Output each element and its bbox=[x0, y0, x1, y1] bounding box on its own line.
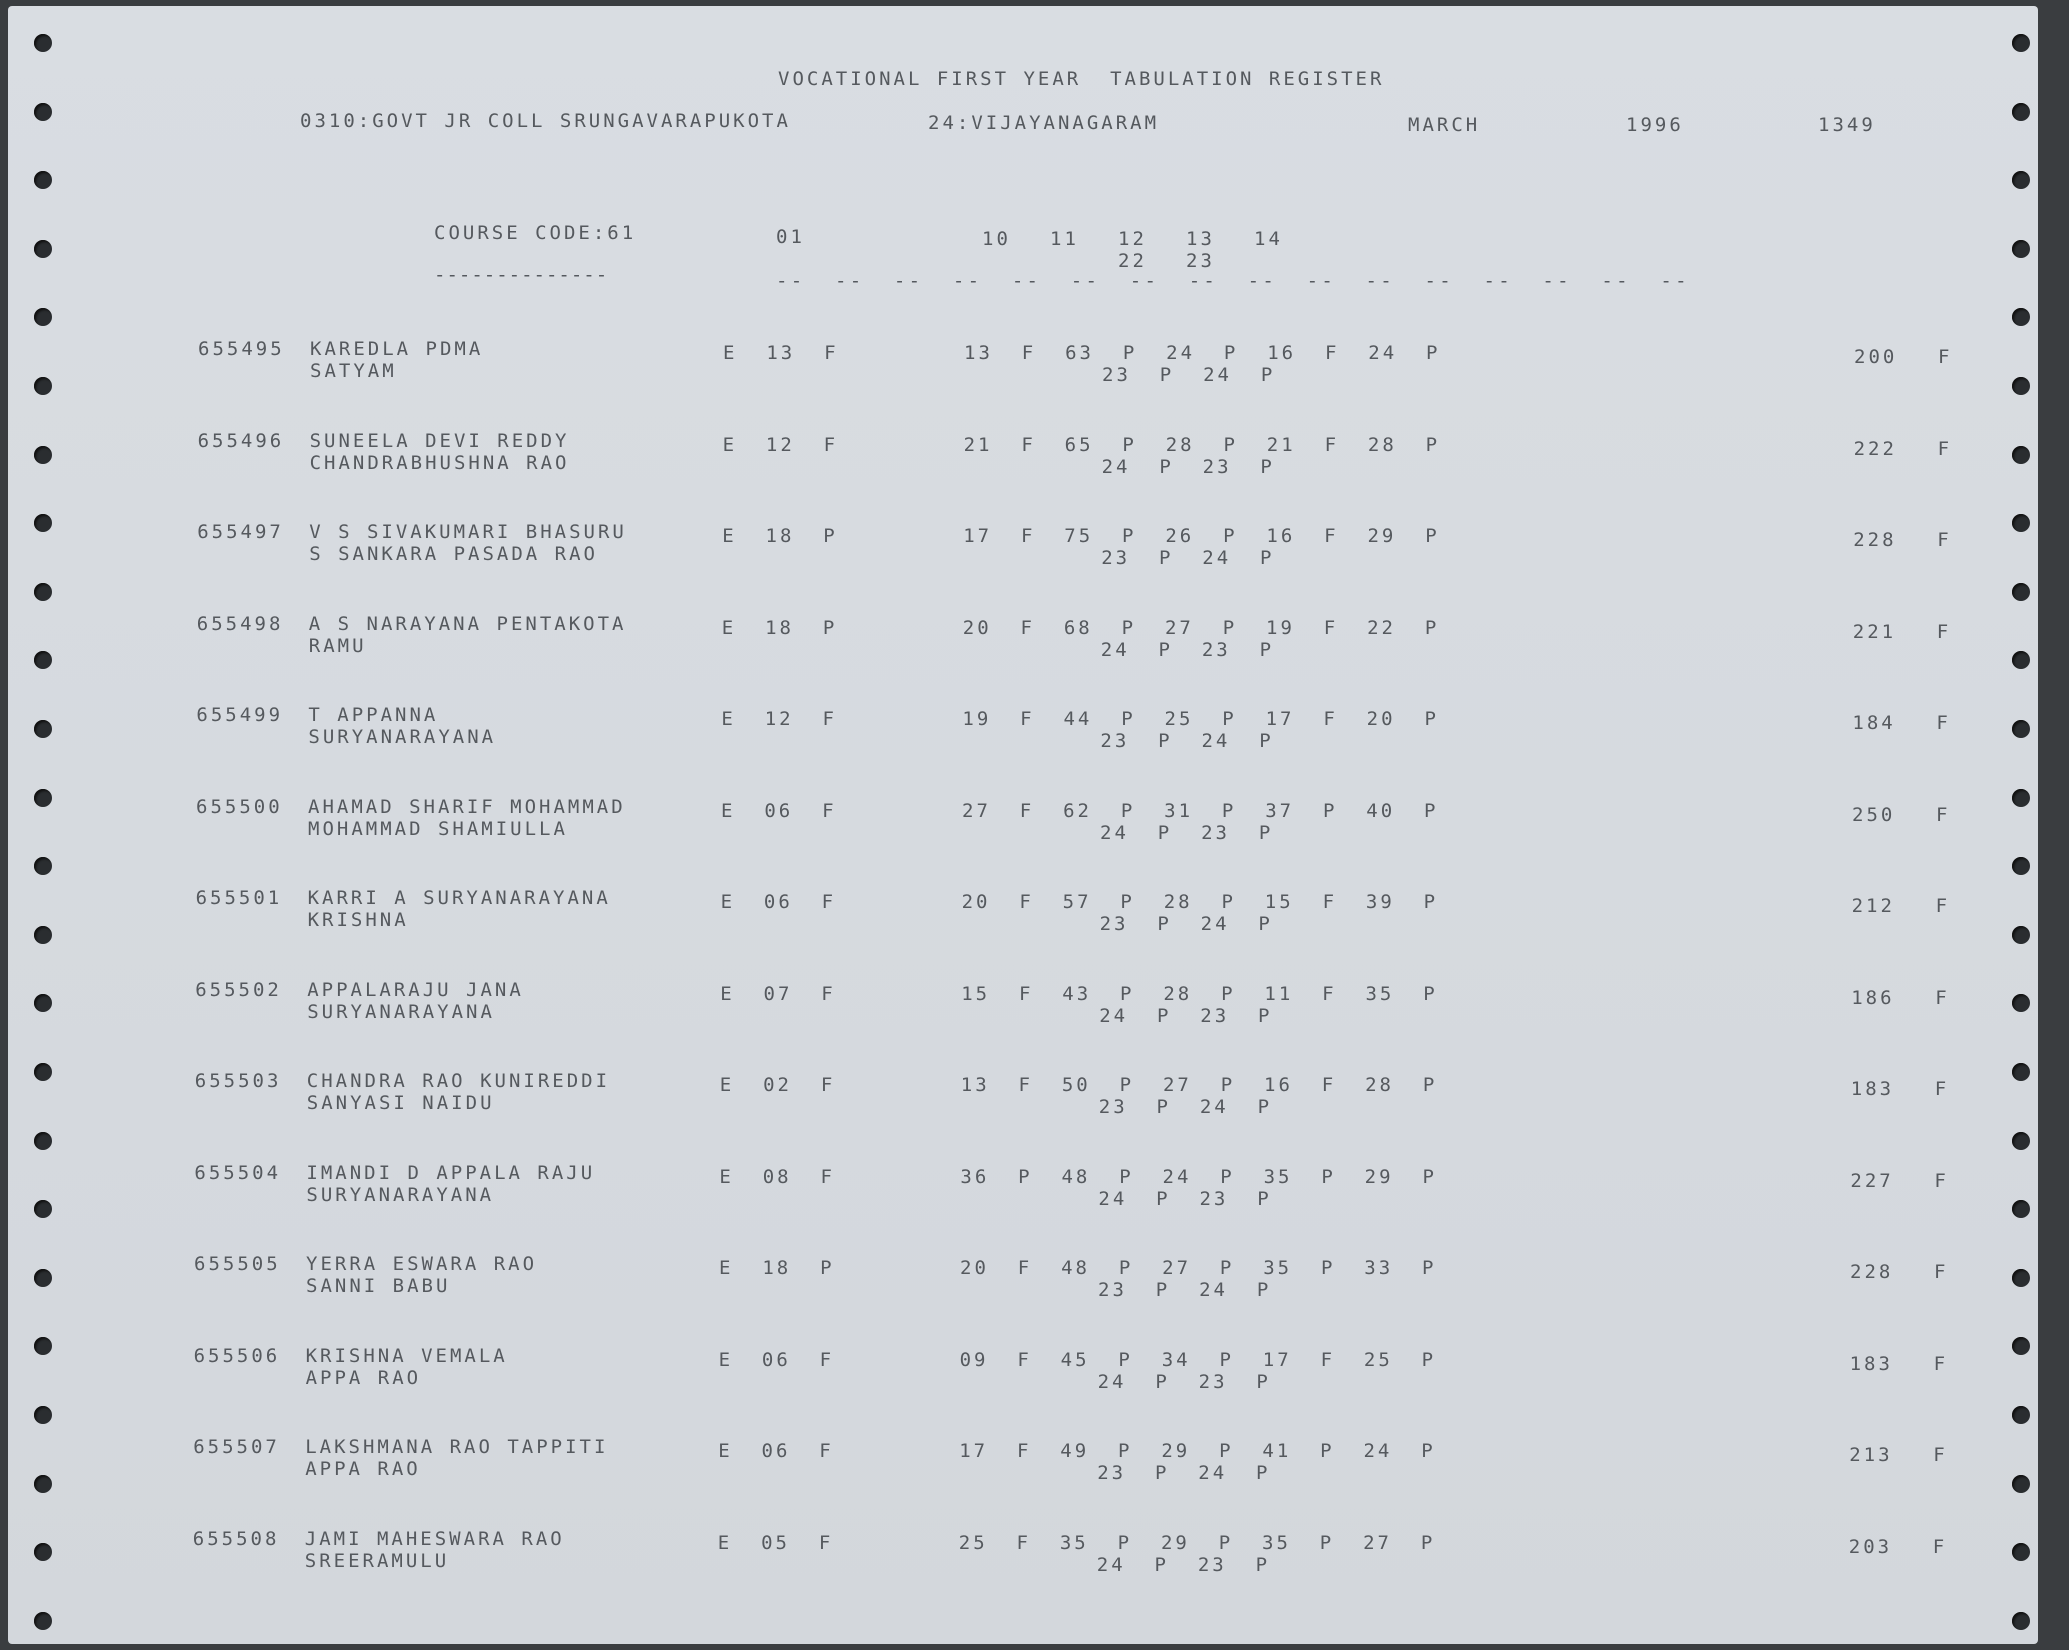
right-feed-hole bbox=[2012, 1612, 2030, 1630]
result: F bbox=[1933, 1444, 1948, 1466]
right-feed-hole bbox=[2012, 1063, 2030, 1081]
left-feed-hole bbox=[34, 1063, 52, 1081]
left-feed-hole bbox=[34, 1475, 52, 1493]
left-feed-hole bbox=[34, 34, 52, 52]
total-marks: 213 bbox=[1849, 1444, 1893, 1466]
parent-name: SANNI BABU bbox=[306, 1275, 451, 1297]
marks-part-1: E 08 F bbox=[719, 1165, 835, 1188]
parent-name: SURYANARAYANA bbox=[307, 1000, 495, 1023]
marks-part-1: E 06 F bbox=[718, 1440, 834, 1462]
student-id: 655505 bbox=[194, 1253, 281, 1275]
parent-name: SURYANARAYANA bbox=[308, 726, 497, 748]
marks-part-3: 24 P 23 P bbox=[1098, 1187, 1272, 1210]
exam-year: 1996 bbox=[1626, 114, 1684, 136]
left-feed-hole bbox=[34, 377, 52, 395]
right-feed-hole bbox=[2012, 1475, 2030, 1493]
student-name: CHANDRA RAO KUNIREDDI bbox=[306, 1070, 611, 1092]
column-10: 10 bbox=[982, 228, 1011, 250]
marks-part-3: 24 P 23 P bbox=[1096, 1553, 1271, 1576]
result: F bbox=[1936, 712, 1951, 734]
marks-part-3: 24 P 23 P bbox=[1099, 1004, 1273, 1027]
marks-part-2: 27 F 62 P 31 P 37 P 40 P bbox=[962, 799, 1439, 822]
left-feed-hole bbox=[34, 1269, 52, 1287]
marks-part-3: 23 P 24 P bbox=[1097, 1462, 1271, 1484]
student-name: APPALARAJU JANA bbox=[307, 978, 524, 1001]
left-feed-hole bbox=[34, 926, 52, 944]
marks-part-3: 24 P 23 P bbox=[1100, 821, 1274, 844]
parent-name: S SANKARA PASADA RAO bbox=[309, 543, 598, 565]
marks-part-2: 25 F 35 P 29 P 35 P 27 P bbox=[958, 1531, 1436, 1554]
student-id: 655501 bbox=[195, 887, 283, 909]
register-title: VOCATIONAL FIRST YEAR TABULATION REGISTER bbox=[778, 68, 1385, 90]
student-id: 655497 bbox=[197, 521, 284, 543]
student-name: LAKSHMANA RAO TAPPITI bbox=[305, 1436, 609, 1458]
result: F bbox=[1935, 895, 1951, 917]
result: F bbox=[1934, 1078, 1950, 1100]
marks-part-3: 24 P 23 P bbox=[1101, 455, 1275, 478]
district-name: 24:VIJAYANAGARAM bbox=[928, 112, 1160, 134]
right-feed-hole bbox=[2012, 651, 2030, 669]
student-id: 655502 bbox=[195, 978, 282, 1001]
student-id: 655499 bbox=[196, 704, 284, 726]
left-feed-hole bbox=[34, 1543, 52, 1561]
column-13: 13 bbox=[1186, 228, 1215, 250]
marks-part-1: E 18 P bbox=[721, 616, 838, 639]
parent-name: SANYASI NAIDU bbox=[306, 1092, 495, 1114]
marks-part-3: 24 P 23 P bbox=[1097, 1370, 1271, 1393]
marks-part-3: 24 P 23 P bbox=[1100, 638, 1275, 661]
marks-part-2: 19 F 44 P 25 P 17 F 20 P bbox=[962, 708, 1439, 730]
marks-part-1: E 02 F bbox=[719, 1074, 836, 1096]
total-marks: 183 bbox=[1850, 1078, 1895, 1100]
left-feed-hole bbox=[34, 240, 52, 258]
result: F bbox=[1937, 437, 1953, 460]
marks-part-2: 13 F 63 P 24 P 16 F 24 P bbox=[964, 342, 1441, 364]
marks-part-1: E 05 F bbox=[717, 1531, 834, 1554]
student-name: V S SIVAKUMARI BHASURU bbox=[309, 521, 627, 543]
student-id: 655503 bbox=[194, 1070, 282, 1092]
left-feed-hole bbox=[34, 720, 52, 738]
column-11: 11 bbox=[1050, 228, 1079, 250]
marks-part-2: 17 F 49 P 29 P 41 P 24 P bbox=[959, 1440, 1436, 1462]
student-name: IMANDI D APPALA RAJU bbox=[306, 1161, 596, 1184]
left-feed-hole bbox=[34, 446, 52, 464]
student-name: SUNEELA DEVI REDDY bbox=[309, 429, 570, 452]
result: F bbox=[1936, 620, 1952, 643]
right-feed-hole bbox=[2012, 720, 2030, 738]
result: F bbox=[1935, 986, 1950, 1009]
left-feed-hole bbox=[34, 583, 52, 601]
college-name: 0310:GOVT JR COLL SRUNGAVARAPUKOTA bbox=[300, 110, 791, 132]
left-feed-hole bbox=[34, 651, 52, 669]
column-23: 23 bbox=[1186, 250, 1215, 272]
marks-part-3: 23 P 24 P bbox=[1102, 364, 1276, 386]
left-feed-hole bbox=[34, 994, 52, 1012]
student-name: KARRI A SURYANARAYANA bbox=[307, 887, 611, 909]
student-id: 655506 bbox=[193, 1344, 281, 1367]
student-name: AHAMAD SHARIF MOHAMMAD bbox=[308, 795, 626, 818]
left-feed-hole bbox=[34, 308, 52, 326]
marks-part-1: E 18 P bbox=[722, 525, 838, 547]
total-marks: 183 bbox=[1849, 1352, 1893, 1375]
marks-part-2: 13 F 50 P 27 P 16 F 28 P bbox=[960, 1074, 1438, 1096]
right-feed-hole bbox=[2012, 1132, 2030, 1150]
result: F bbox=[1937, 529, 1952, 551]
right-feed-hole bbox=[2012, 583, 2030, 601]
right-feed-hole bbox=[2012, 1269, 2030, 1287]
parent-name: APPA RAO bbox=[305, 1458, 421, 1480]
column-01: 01 bbox=[776, 226, 805, 248]
marks-part-2: 20 F 68 P 27 P 19 F 22 P bbox=[962, 616, 1440, 639]
marks-part-1: E 12 F bbox=[722, 433, 839, 456]
marks-part-1: E 18 P bbox=[719, 1257, 835, 1279]
right-feed-hole bbox=[2012, 34, 2030, 52]
student-name: A S NARAYANA PENTAKOTA bbox=[308, 612, 627, 635]
total-marks: 222 bbox=[1853, 437, 1897, 460]
left-tractor-holes bbox=[26, 6, 66, 1644]
student-id: 655498 bbox=[196, 612, 284, 635]
right-feed-hole bbox=[2012, 377, 2030, 395]
right-feed-hole bbox=[2012, 446, 2030, 464]
left-feed-hole bbox=[34, 857, 52, 875]
marks-part-3: 23 P 24 P bbox=[1101, 547, 1275, 569]
marks-part-1: E 06 F bbox=[720, 891, 837, 913]
parent-name: SATYAM bbox=[310, 360, 397, 382]
left-feed-hole bbox=[34, 1132, 52, 1150]
left-feed-hole bbox=[34, 171, 52, 189]
marks-part-2: 09 F 45 P 34 P 17 F 25 P bbox=[959, 1348, 1437, 1371]
student-name: YERRA ESWARA RAO bbox=[306, 1253, 538, 1275]
student-id: 655504 bbox=[194, 1161, 282, 1184]
total-marks: 228 bbox=[1850, 1261, 1894, 1283]
left-feed-hole bbox=[34, 1337, 52, 1355]
marks-part-1: E 06 F bbox=[718, 1348, 835, 1371]
left-feed-hole bbox=[34, 1406, 52, 1424]
marks-part-1: E 13 F bbox=[723, 342, 839, 364]
course-code-underline: -------------- bbox=[434, 264, 609, 286]
exam-month: MARCH bbox=[1408, 114, 1481, 136]
student-id: 655496 bbox=[197, 429, 285, 452]
student-name: KRISHNA VEMALA bbox=[305, 1344, 508, 1367]
student-id: 655508 bbox=[192, 1527, 280, 1550]
marks-part-1: E 12 F bbox=[721, 708, 837, 730]
right-tractor-holes bbox=[2004, 6, 2044, 1644]
right-feed-hole bbox=[2012, 857, 2030, 875]
total-marks: 203 bbox=[1848, 1535, 1893, 1558]
result: F bbox=[1936, 803, 1951, 826]
total-marks: 200 bbox=[1854, 346, 1898, 368]
parent-name: APPA RAO bbox=[305, 1366, 422, 1389]
left-feed-hole bbox=[34, 1612, 52, 1630]
marks-part-2: 15 F 43 P 28 P 11 F 35 P bbox=[961, 982, 1438, 1005]
right-feed-hole bbox=[2012, 103, 2030, 121]
student-name: JAMI MAHESWARA RAO bbox=[304, 1527, 565, 1550]
parent-name: MOHAMMAD SHAMIULLA bbox=[308, 817, 568, 840]
marks-part-1: E 06 F bbox=[721, 799, 837, 822]
marks-part-2: 17 F 75 P 26 P 16 F 29 P bbox=[963, 525, 1440, 547]
right-feed-hole bbox=[2012, 994, 2030, 1012]
marks-part-3: 23 P 24 P bbox=[1100, 730, 1274, 752]
course-code: COURSE CODE:61 bbox=[434, 222, 637, 244]
right-feed-hole bbox=[2012, 514, 2030, 532]
column-14: 14 bbox=[1254, 228, 1283, 250]
total-marks: 227 bbox=[1850, 1169, 1894, 1192]
student-id: 655500 bbox=[196, 795, 283, 818]
page-number: 1349 bbox=[1818, 114, 1876, 136]
column-dashes: -- -- -- -- -- -- -- -- -- -- -- -- -- -- -- -- bbox=[776, 270, 1690, 292]
parent-name: CHANDRABHUSHNA RAO bbox=[309, 451, 570, 474]
right-feed-hole bbox=[2012, 171, 2030, 189]
marks-part-2: 20 F 48 P 27 P 35 P 33 P bbox=[960, 1257, 1437, 1279]
marks-part-1: E 07 F bbox=[720, 982, 836, 1005]
student-name: T APPANNA bbox=[308, 704, 439, 726]
marks-part-3: 23 P 24 P bbox=[1099, 913, 1273, 935]
result: F bbox=[1938, 346, 1953, 368]
result: F bbox=[1934, 1169, 1949, 1192]
marks-part-2: 36 P 48 P 24 P 35 P 29 P bbox=[960, 1165, 1437, 1188]
column-12: 12 bbox=[1118, 228, 1147, 250]
student-id: 655495 bbox=[198, 338, 285, 360]
right-feed-hole bbox=[2012, 789, 2030, 807]
left-feed-hole bbox=[34, 103, 52, 121]
result: F bbox=[1932, 1535, 1948, 1558]
marks-part-3: 23 P 24 P bbox=[1098, 1279, 1272, 1301]
result: F bbox=[1933, 1352, 1949, 1375]
marks-part-2: 20 F 57 P 28 P 15 F 39 P bbox=[961, 891, 1439, 913]
total-marks: 250 bbox=[1852, 803, 1896, 826]
total-marks: 186 bbox=[1851, 986, 1895, 1009]
student-id: 655507 bbox=[193, 1436, 280, 1458]
register-sheet bbox=[8, 6, 2038, 1644]
result: F bbox=[1934, 1261, 1949, 1283]
total-marks: 212 bbox=[1851, 895, 1895, 917]
total-marks: 184 bbox=[1852, 712, 1896, 734]
right-feed-hole bbox=[2012, 926, 2030, 944]
right-feed-hole bbox=[2012, 308, 2030, 326]
student-name: KAREDLA PDMA bbox=[310, 338, 484, 360]
left-feed-hole bbox=[34, 789, 52, 807]
right-feed-hole bbox=[2012, 1406, 2030, 1424]
parent-name: KRISHNA bbox=[307, 909, 409, 931]
parent-name: SURYANARAYANA bbox=[306, 1183, 495, 1206]
right-feed-hole bbox=[2012, 1337, 2030, 1355]
left-feed-hole bbox=[34, 514, 52, 532]
right-feed-hole bbox=[2012, 1543, 2030, 1561]
column-22: 22 bbox=[1118, 250, 1147, 272]
marks-part-3: 23 P 24 P bbox=[1098, 1096, 1273, 1118]
right-feed-hole bbox=[2012, 240, 2030, 258]
marks-part-2: 21 F 65 P 28 P 21 F 28 P bbox=[963, 433, 1441, 456]
parent-name: SREERAMULU bbox=[304, 1549, 450, 1572]
parent-name: RAMU bbox=[308, 634, 367, 657]
total-marks: 228 bbox=[1853, 529, 1897, 551]
left-feed-hole bbox=[34, 1200, 52, 1218]
total-marks: 221 bbox=[1852, 620, 1897, 643]
right-feed-hole bbox=[2012, 1200, 2030, 1218]
